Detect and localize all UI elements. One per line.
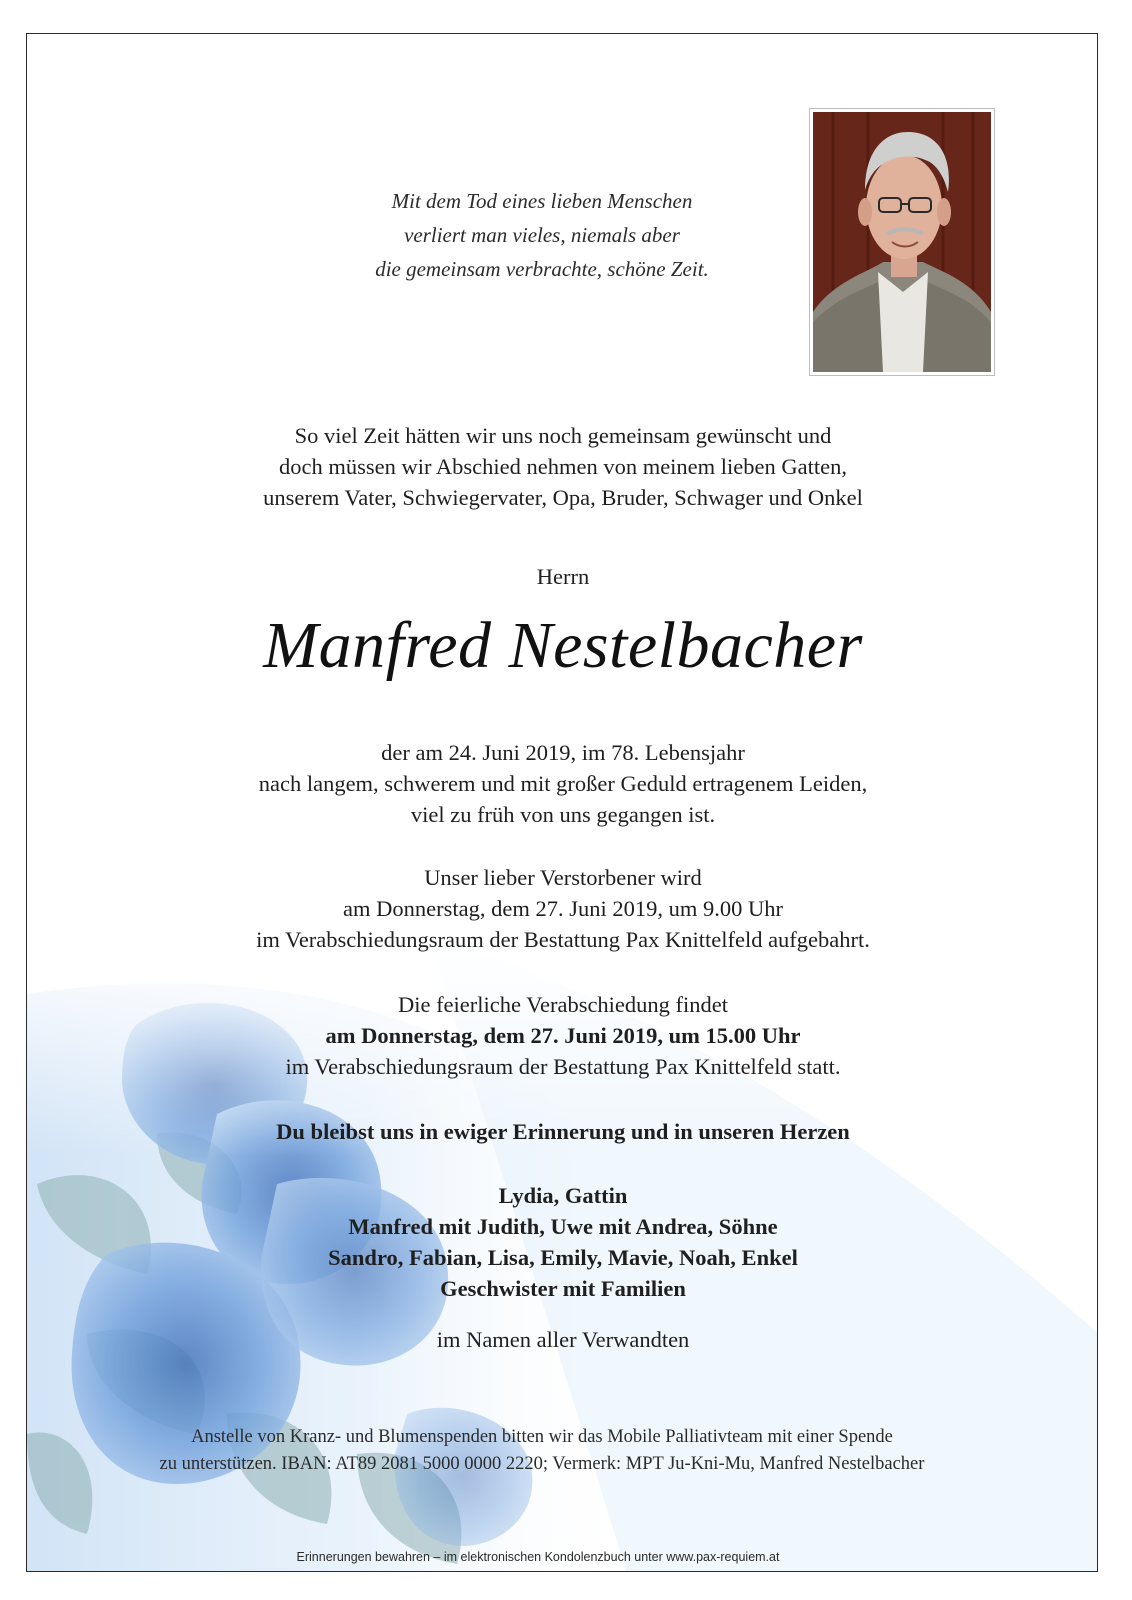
memorial-quote bbox=[317, 184, 767, 286]
family-line: Manfred mit Judith, Uwe mit Andrea, Söhne bbox=[348, 1214, 778, 1239]
intro-line: doch müssen wir Abschied nehmen von meinem lieben Gatten, bbox=[279, 454, 847, 479]
death-line: nach langem, schwerem und mit großer Geduld ertragenem Leiden, bbox=[258, 771, 868, 796]
intro-text bbox=[27, 420, 1098, 513]
farewell-line: im Verabschiedungsraum der Bestattung Pax Knittelfeld statt. bbox=[285, 1054, 841, 1079]
donation-line: Anstelle von Kranz- und Blumenspenden bitten wir das Mobile Palliativteam mit einer Spende bbox=[191, 1427, 893, 1447]
viewing-details bbox=[27, 862, 1098, 955]
intro-line: unserem Vater, Schwiegervater, Opa, Bruder, Schwager und Onkel bbox=[263, 485, 863, 510]
family-list bbox=[27, 1180, 1098, 1304]
viewing-line: im Verabschiedungsraum der Bestattung Pax Knittelfeld aufgebahrt. bbox=[256, 927, 870, 952]
death-line: viel zu früh von uns gegangen ist. bbox=[410, 802, 716, 827]
viewing-line: am Donnerstag, dem 27. Juni 2019, um 9.00 Uhr bbox=[343, 896, 783, 921]
footer-condolence-link[interactable]: Erinnerungen bewahren – im elektronischen Kondolenzbuch unter www.pax-requiem.at bbox=[296, 1550, 780, 1564]
intro-line: So viel Zeit hätten wir uns noch gemeinsam gewünscht und bbox=[294, 423, 832, 448]
death-details bbox=[27, 737, 1098, 830]
family-line: Sandro, Fabian, Lisa, Emily, Mavie, Noah, Enkel bbox=[328, 1245, 798, 1270]
family-line: Lydia, Gattin bbox=[498, 1183, 628, 1208]
salutation: Herrn bbox=[536, 564, 590, 589]
remembrance-line: Du bleibst uns in ewiger Erinnerung und in unseren Herzen bbox=[276, 1119, 850, 1144]
deceased-name: Manfred Nestelbacher bbox=[263, 609, 863, 682]
farewell-date: am Donnerstag, dem 27. Juni 2019, um 15.00 Uhr bbox=[325, 1023, 801, 1048]
portrait-photo bbox=[809, 108, 995, 376]
quote-line: die gemeinsam verbrachte, schöne Zeit. bbox=[375, 257, 709, 281]
death-line: der am 24. Juni 2019, im 78. Lebensjahr bbox=[381, 740, 745, 765]
quote-line: Mit dem Tod eines lieben Menschen bbox=[391, 189, 693, 213]
quote-line: verliert man vieles, niemals aber bbox=[404, 223, 680, 247]
farewell-line: Die feierliche Verabschiedung findet bbox=[397, 992, 729, 1017]
portrait-image bbox=[813, 112, 991, 372]
relatives-line: im Namen aller Verwandten bbox=[436, 1327, 690, 1352]
farewell-details bbox=[27, 989, 1098, 1082]
donation-line: zu unterstützen. IBAN: AT89 2081 5000 0000 2220; Vermerk: MPT Ju-Kni-Mu, Manfred Nestelbacher bbox=[159, 1454, 925, 1474]
family-line: Geschwister mit Familien bbox=[440, 1276, 686, 1301]
viewing-line: Unser lieber Verstorbener wird bbox=[424, 865, 702, 890]
donation-note bbox=[27, 1424, 1057, 1478]
obituary-card bbox=[26, 33, 1098, 1572]
